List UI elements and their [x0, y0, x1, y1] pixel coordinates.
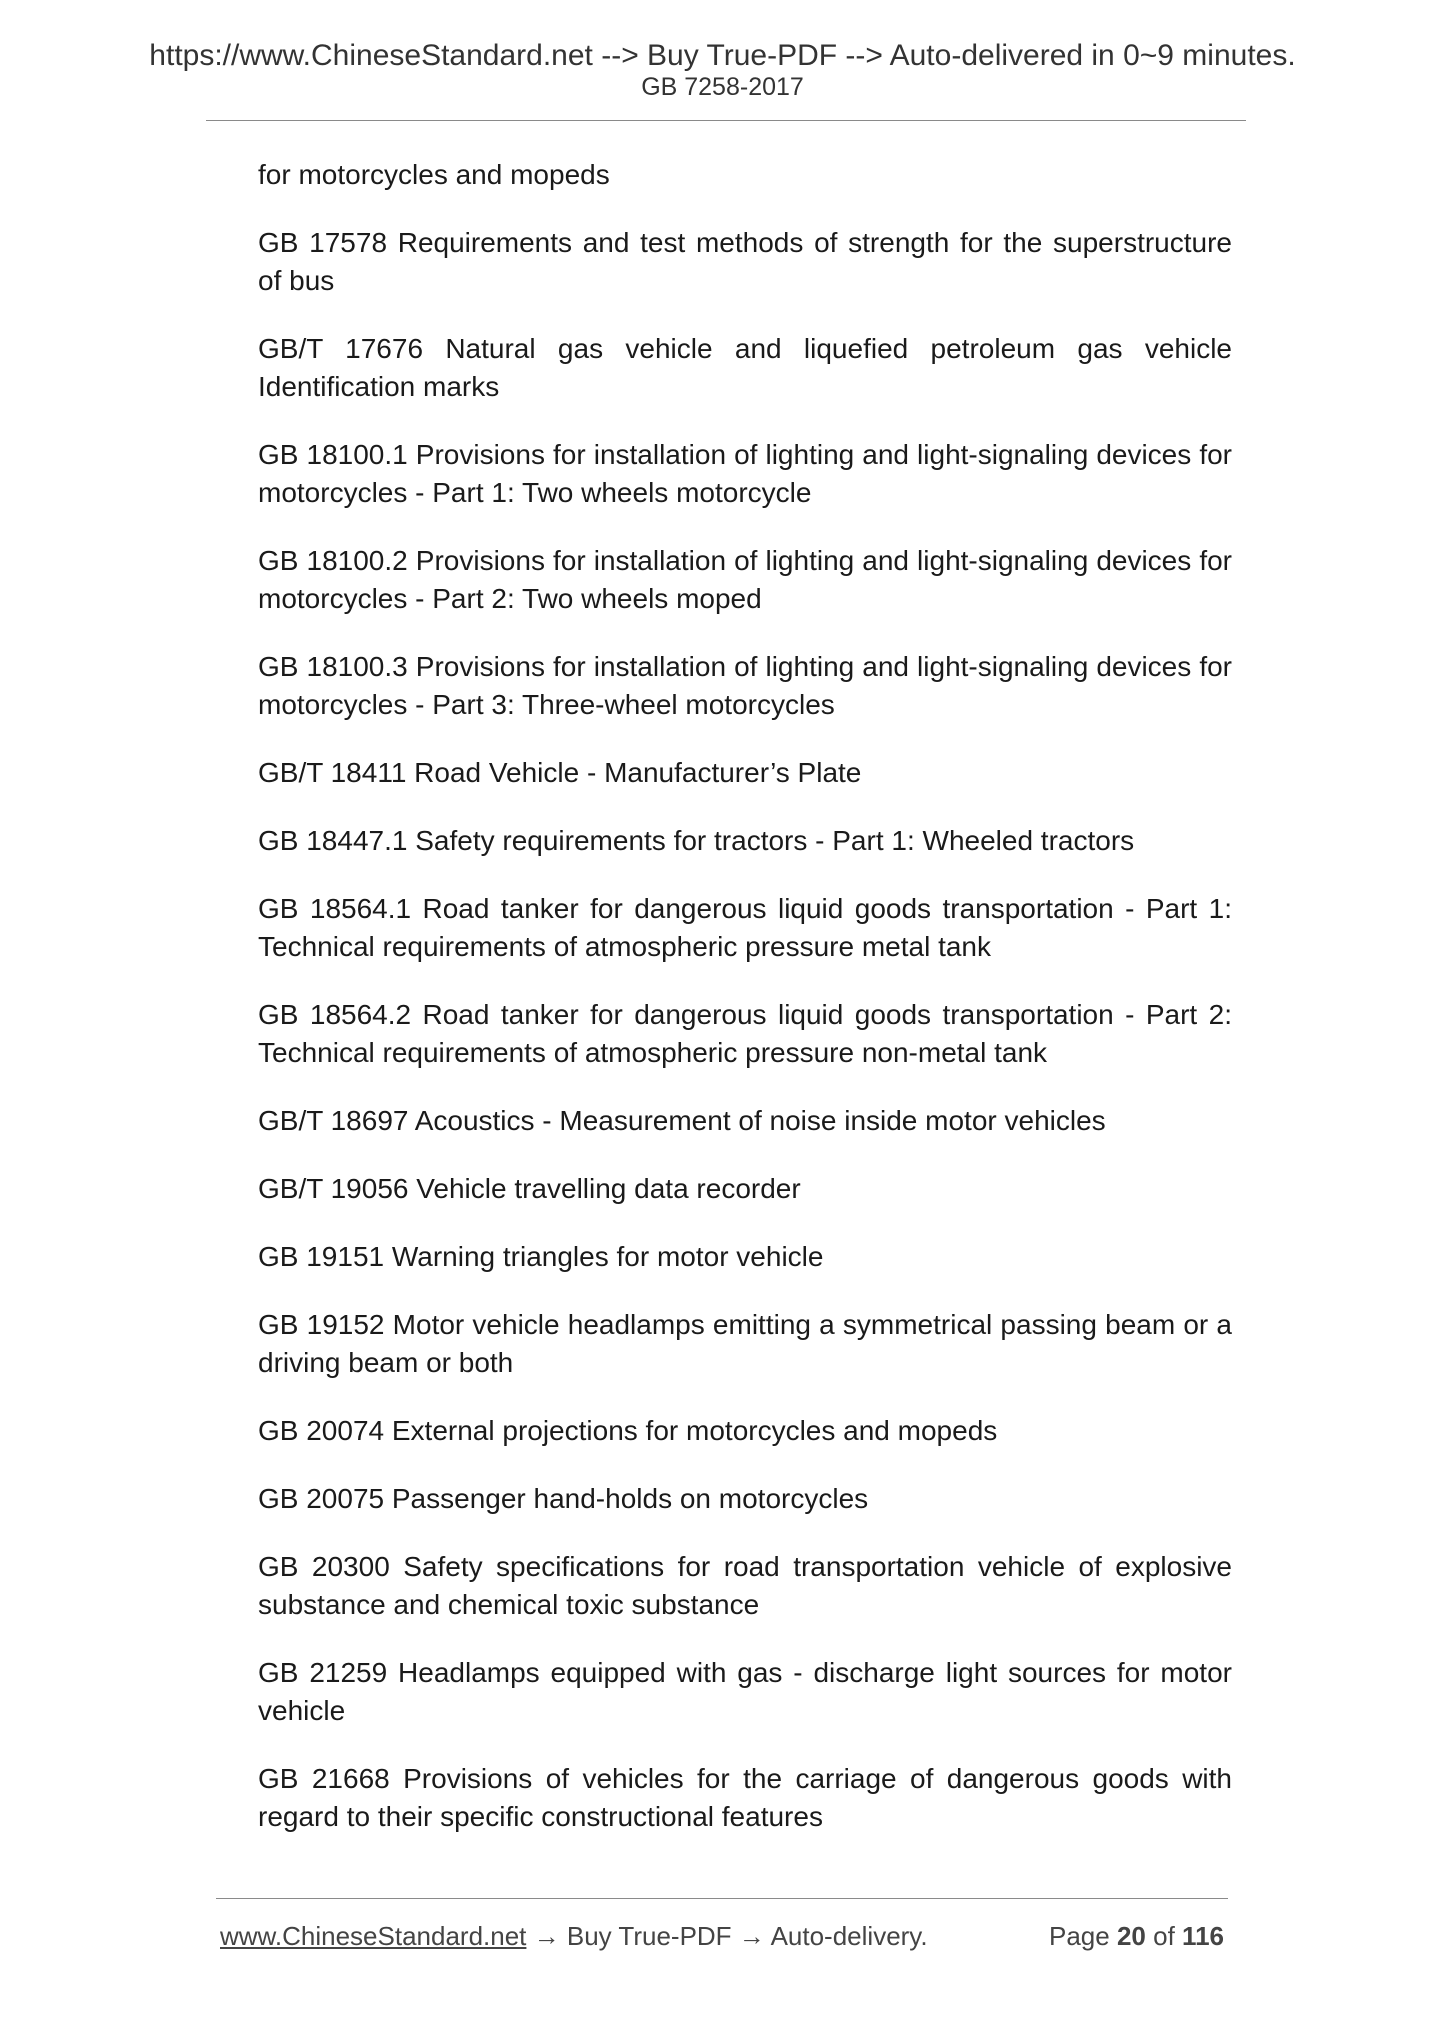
reference-entry: for motorcycles and mopeds — [258, 159, 610, 190]
reference-entry: GB/T 18411 Road Vehicle - Manufacturer’s Plate — [258, 757, 862, 788]
reference-entry: GB 18564.2 Road tanker for dangerous liquid goods transportation - Part 2: Technical requirements of atmospheric pressure non-metal tank — [258, 999, 1232, 1068]
reference-entry: GB 20074 External projections for motorcycles and mopeds — [258, 1415, 998, 1446]
reference-entry: GB 21259 Headlamps equipped with gas - discharge light sources for motor vehicle — [258, 1657, 1232, 1726]
reference-entry: GB/T 18697 Acoustics - Measurement of noise inside motor vehicles — [258, 1105, 1106, 1136]
page-label: Page — [1049, 1921, 1110, 1951]
page-indicator — [1049, 1920, 1224, 1952]
reference-entry: GB/T 17676 Natural gas vehicle and liquefied petroleum gas vehicle Identification marks — [258, 333, 1232, 402]
reference-entry: GB 19152 Motor vehicle headlamps emitting a symmetrical passing beam or a driving beam or both — [258, 1309, 1232, 1378]
reference-entry: GB 18100.1 Provisions for installation of lighting and light-signaling devices for motorcycles - Part 1: Two wheels motorcycle — [258, 439, 1232, 508]
reference-entry: GB 17578 Requirements and test methods of strength for the superstructure of bus — [258, 227, 1232, 296]
header-divider — [206, 120, 1246, 121]
site-link[interactable]: www.ChineseStandard.net — [220, 1921, 527, 1951]
reference-entry: GB 20300 Safety specifications for road transportation vehicle of explosive substance and chemical toxic substance — [258, 1551, 1232, 1620]
footer-tagline: → Buy True-PDF → Auto-delivery. — [526, 1921, 928, 1951]
reference-entry: GB 20075 Passenger hand-holds on motorcycles — [258, 1483, 869, 1514]
total-pages: 116 — [1182, 1921, 1224, 1951]
document-code: GB 7258-2017 — [641, 73, 804, 101]
footer-divider — [216, 1898, 1228, 1899]
reference-entry: GB 19151 Warning triangles for motor vehicle — [258, 1241, 824, 1272]
page-footer — [220, 1920, 1224, 1952]
top-banner: https://www.ChineseStandard.net --> Buy True-PDF --> Auto-delivered in 0~9 minutes. — [149, 39, 1296, 72]
reference-entry: GB 18100.3 Provisions for installation of lighting and light-signaling devices for motorcycles - Part 3: Three-wheel motorcycles — [258, 651, 1232, 720]
reference-entry: GB 18100.2 Provisions for installation of lighting and light-signaling devices for motorcycles - Part 2: Two wheels moped — [258, 545, 1232, 614]
current-page-number: 20 — [1116, 1921, 1146, 1951]
reference-entry: GB 21668 Provisions of vehicles for the carriage of dangerous goods with regard to their specific constructional features — [258, 1763, 1232, 1832]
reference-entry: GB 18564.1 Road tanker for dangerous liquid goods transportation - Part 1: Technical requirements of atmospheric pressure metal tank — [258, 893, 1232, 962]
reference-entry: GB 18447.1 Safety requirements for tractors - Part 1: Wheeled tractors — [258, 825, 1135, 856]
reference-entry: GB/T 19056 Vehicle travelling data recorder — [258, 1173, 801, 1204]
references-list — [258, 156, 1232, 1866]
of-label: of — [1153, 1921, 1175, 1951]
